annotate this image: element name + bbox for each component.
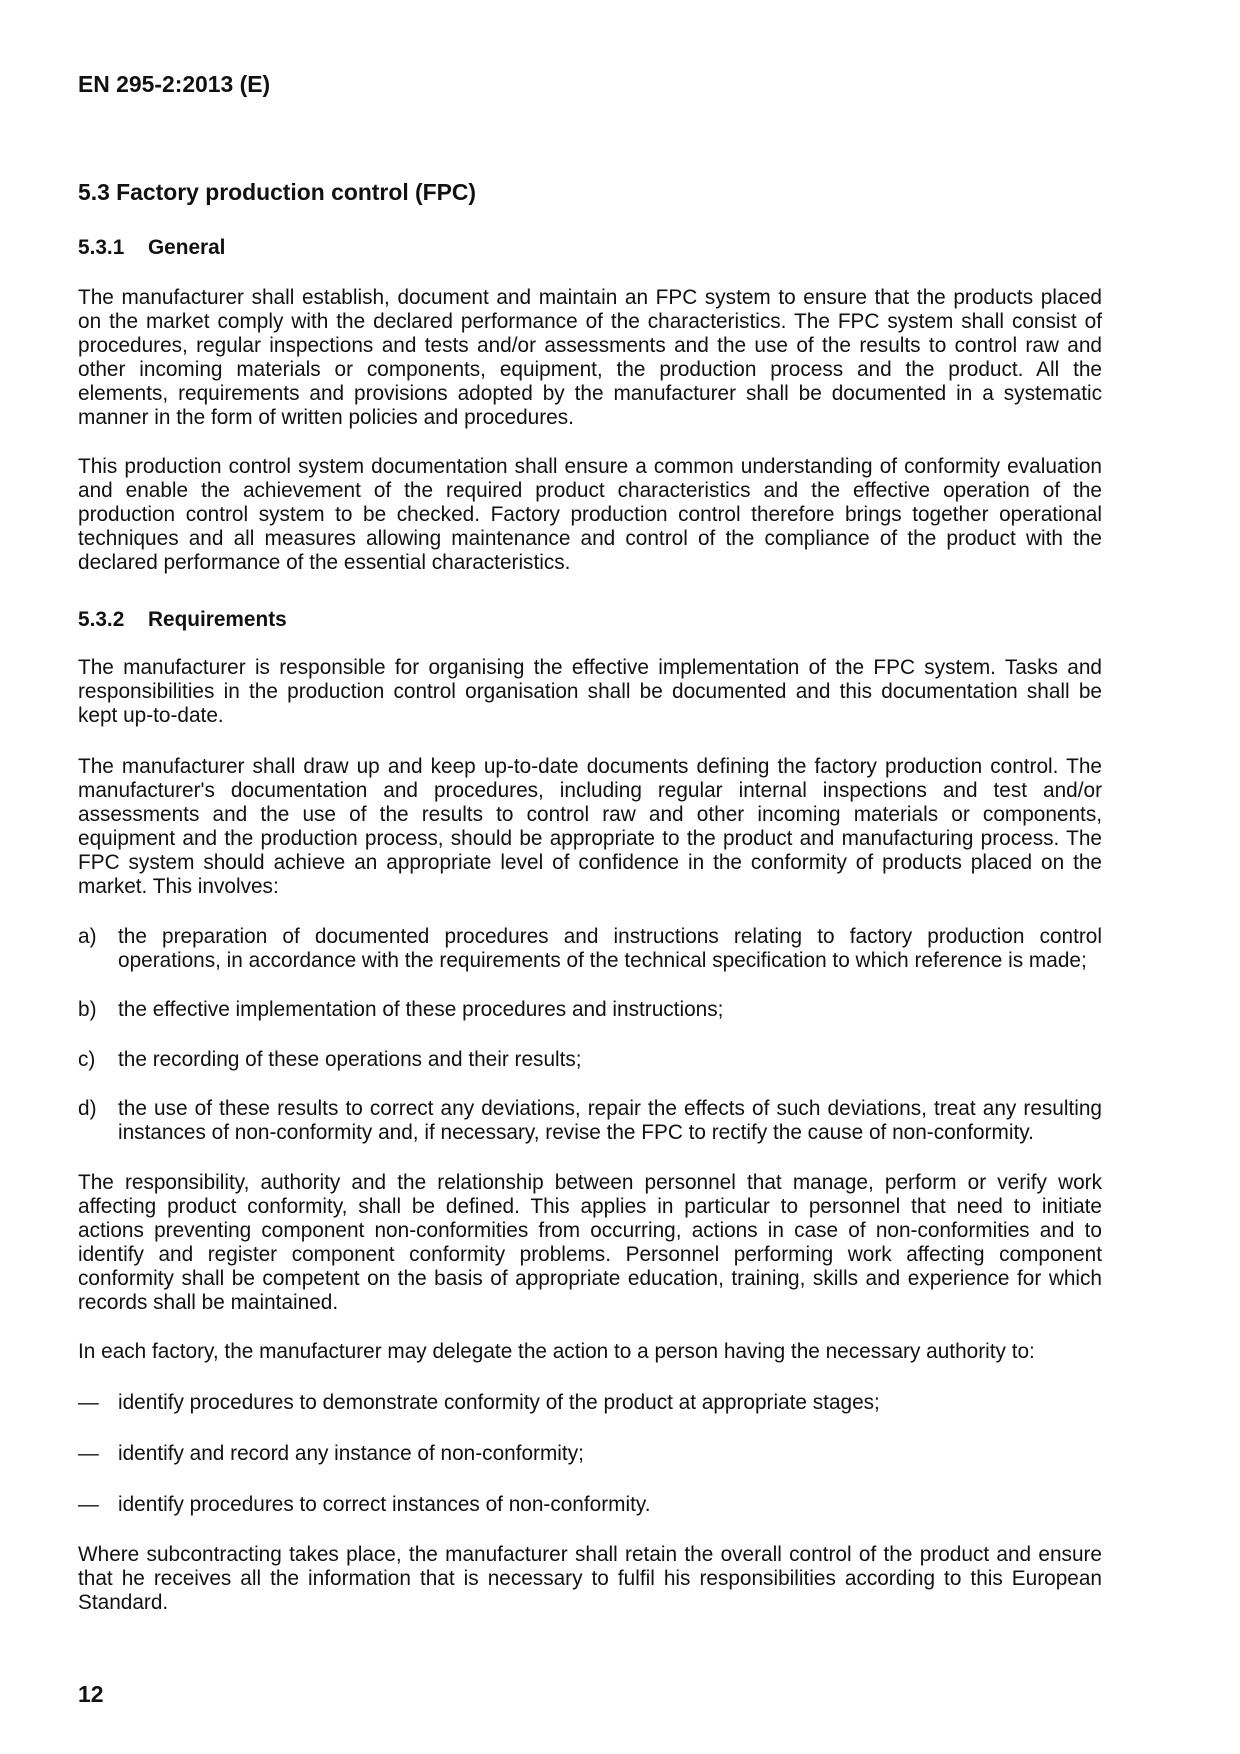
paragraph-responsibility-implementation xyxy=(78,656,1102,728)
text-line: that he receives all the information that is necessary to fulfil his responsibilities according to this European xyxy=(78,1567,1102,1591)
list-marker: c) xyxy=(78,1048,96,1071)
subsection-number: 5.3.1 xyxy=(78,236,125,259)
text-line: assessments and the use of the results to control raw and other incoming materials or components, xyxy=(78,803,1102,827)
list-marker: b) xyxy=(78,998,97,1021)
list-item-text xyxy=(118,1391,1102,1415)
text-line: and enable the achievement of the required product characteristics and the effective operation of the xyxy=(78,479,1102,503)
list-item-text xyxy=(118,1048,1102,1072)
paragraph-subcontracting xyxy=(78,1543,1102,1615)
text-line: Standard. xyxy=(78,1591,169,1615)
text-line: affecting product conformity, shall be defined. This applies in particular to personnel that need to initiate xyxy=(78,1195,1102,1219)
list-marker: a) xyxy=(78,925,97,948)
subsection-number: 5.3.2 xyxy=(78,608,125,631)
text-line: This production control system documentation shall ensure a common understanding of conformity evaluation xyxy=(78,455,1102,478)
list-item-text xyxy=(118,1493,1102,1517)
dash-list-item xyxy=(78,1391,1102,1415)
list-marker: d) xyxy=(78,1097,97,1120)
text-line: declared performance of the essential characteristics. xyxy=(78,551,571,575)
text-line: identify and register component conformity problems. Personnel performing work affecting component xyxy=(78,1243,1102,1267)
text-line: responsibilities in the production control organisation shall be documented and this documentation shall be xyxy=(78,680,1102,704)
text-line: on the market comply with the declared performance of the characteristics. The FPC system shall consist of xyxy=(78,310,1102,334)
text-line: FPC system should achieve an appropriate level of confidence in the conformity of products placed on the xyxy=(78,851,1102,875)
page-number: 12 xyxy=(78,1681,104,1707)
text-line: equipment and the production process, should be appropriate to the product and manufacturing process. The xyxy=(78,827,1102,851)
subsection-heading-general xyxy=(78,236,1102,260)
dash-list-item xyxy=(78,1493,1102,1517)
list-item-text xyxy=(118,998,1102,1022)
list-item-text xyxy=(118,925,1102,973)
text-line: elements, requirements and provisions adopted by the manufacturer shall be documented in a systematic xyxy=(78,382,1102,406)
text-line: the preparation of documented procedures and instructions relating to factory production control xyxy=(118,925,1102,948)
text-line: the use of these results to correct any deviations, repair the effects of such deviations, treat any resulting xyxy=(118,1097,1102,1120)
document-id: EN 295-2:2013 (E) xyxy=(78,71,271,97)
dash-marker: — xyxy=(78,1493,99,1516)
section-title: 5.3 Factory production control (FPC) xyxy=(78,179,477,205)
text-line: The manufacturer shall draw up and keep up-to-date documents defining the factory production control. The xyxy=(78,755,1102,778)
list-item-b xyxy=(78,998,1102,1022)
list-item-text xyxy=(118,1097,1102,1145)
list-item-text xyxy=(118,1442,1102,1466)
dash-marker: — xyxy=(78,1391,99,1414)
text-line: identify procedures to demonstrate conformity of the product at appropriate stages; xyxy=(118,1391,880,1414)
text-line: records shall be maintained. xyxy=(78,1291,339,1315)
paragraph-documentation xyxy=(78,455,1102,575)
text-line: procedures, regular inspections and tests and/or assessments and the use of the results to control raw and xyxy=(78,334,1102,358)
text-line: actions preventing component non-conformities from occurring, actions in case of non-conformities and to xyxy=(78,1219,1102,1243)
text-line: kept up-to-date. xyxy=(78,704,224,728)
list-item-a xyxy=(78,925,1102,973)
paragraph-delegation xyxy=(78,1340,1102,1364)
text-line: Where subcontracting takes place, the manufacturer shall retain the overall control of the product and ensure xyxy=(78,1543,1102,1566)
text-line: other incoming materials or components, equipment, the production process and the product. All the xyxy=(78,358,1102,382)
paragraph-fpc-system xyxy=(78,286,1102,431)
subsection-title: Requirements xyxy=(148,608,287,631)
list-item-d xyxy=(78,1097,1102,1145)
subsection-heading-requirements xyxy=(78,608,1102,632)
text-line: identify and record any instance of non-conformity; xyxy=(118,1442,584,1465)
list-item-c xyxy=(78,1048,1102,1072)
text-line: The manufacturer is responsible for organising the effective implementation of the FPC system. Tasks and xyxy=(78,656,1102,679)
text-line: manufacturer's documentation and procedures, including regular internal inspections and test and/or xyxy=(78,779,1102,803)
text-line: The responsibility, authority and the relationship between personnel that manage, perform or verify work xyxy=(78,1171,1102,1194)
text-line: production control system to be checked. Factory production control therefore brings together operational xyxy=(78,503,1102,527)
text-line: operations, in accordance with the requirements of the technical specification to which reference is made; xyxy=(118,949,1087,973)
dash-list-item xyxy=(78,1442,1102,1466)
text-line: identify procedures to correct instances of non-conformity. xyxy=(118,1493,651,1516)
dash-marker: — xyxy=(78,1442,99,1465)
text-line: In each factory, the manufacturer may delegate the action to a person having the necessary authority to: xyxy=(78,1340,1035,1363)
text-line: the recording of these operations and their results; xyxy=(118,1048,582,1071)
text-line: The manufacturer shall establish, document and maintain an FPC system to ensure that the products placed xyxy=(78,286,1102,309)
text-line: conformity shall be competent on the basis of appropriate education, training, skills and experience for which xyxy=(78,1267,1102,1291)
paragraph-documents xyxy=(78,755,1102,900)
text-line: the effective implementation of these procedures and instructions; xyxy=(118,998,724,1021)
subsection-title: General xyxy=(148,236,226,259)
text-line: instances of non-conformity and, if necessary, revise the FPC to rectify the cause of non-conformity. xyxy=(118,1121,1034,1145)
paragraph-personnel-responsibility xyxy=(78,1171,1102,1316)
text-line: manner in the form of written policies and procedures. xyxy=(78,406,574,430)
text-line: techniques and all measures allowing maintenance and control of the compliance of the product with the xyxy=(78,527,1102,551)
text-line: market. This involves: xyxy=(78,875,279,899)
